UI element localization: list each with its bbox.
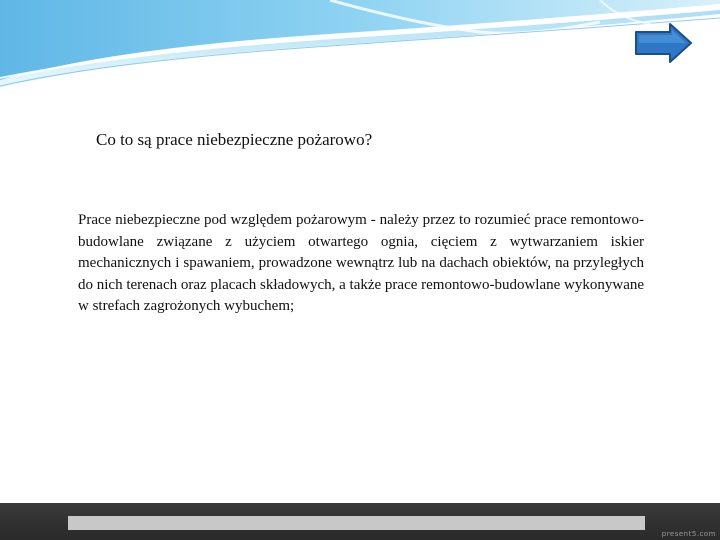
header-wave-decoration bbox=[0, 0, 720, 95]
slide-title: Co to są prace niebezpieczne pożarowo? bbox=[96, 130, 373, 149]
arrow-right-icon bbox=[636, 24, 691, 62]
slide-body-text: Prace niebezpieczne pod względem pożarowym - należy przez to rozumieć prace remontowo-budowlane związane z użyciem otwartego ognia, cięciem z wytwarzaniem iskier mechanicznych i spawaniem, prowadzone wewnątrz lub na dachach obiektów, na przyległych do nich terenach oraz placach składowych, a także prace remontowo-budowlane wykonywane w strefach zagrożonych wybuchem; bbox=[78, 212, 645, 314]
footer-progress-strip bbox=[68, 516, 645, 530]
footer-url: present5.com bbox=[661, 530, 716, 538]
footer-bar bbox=[0, 503, 720, 540]
next-slide-button[interactable] bbox=[634, 22, 694, 64]
